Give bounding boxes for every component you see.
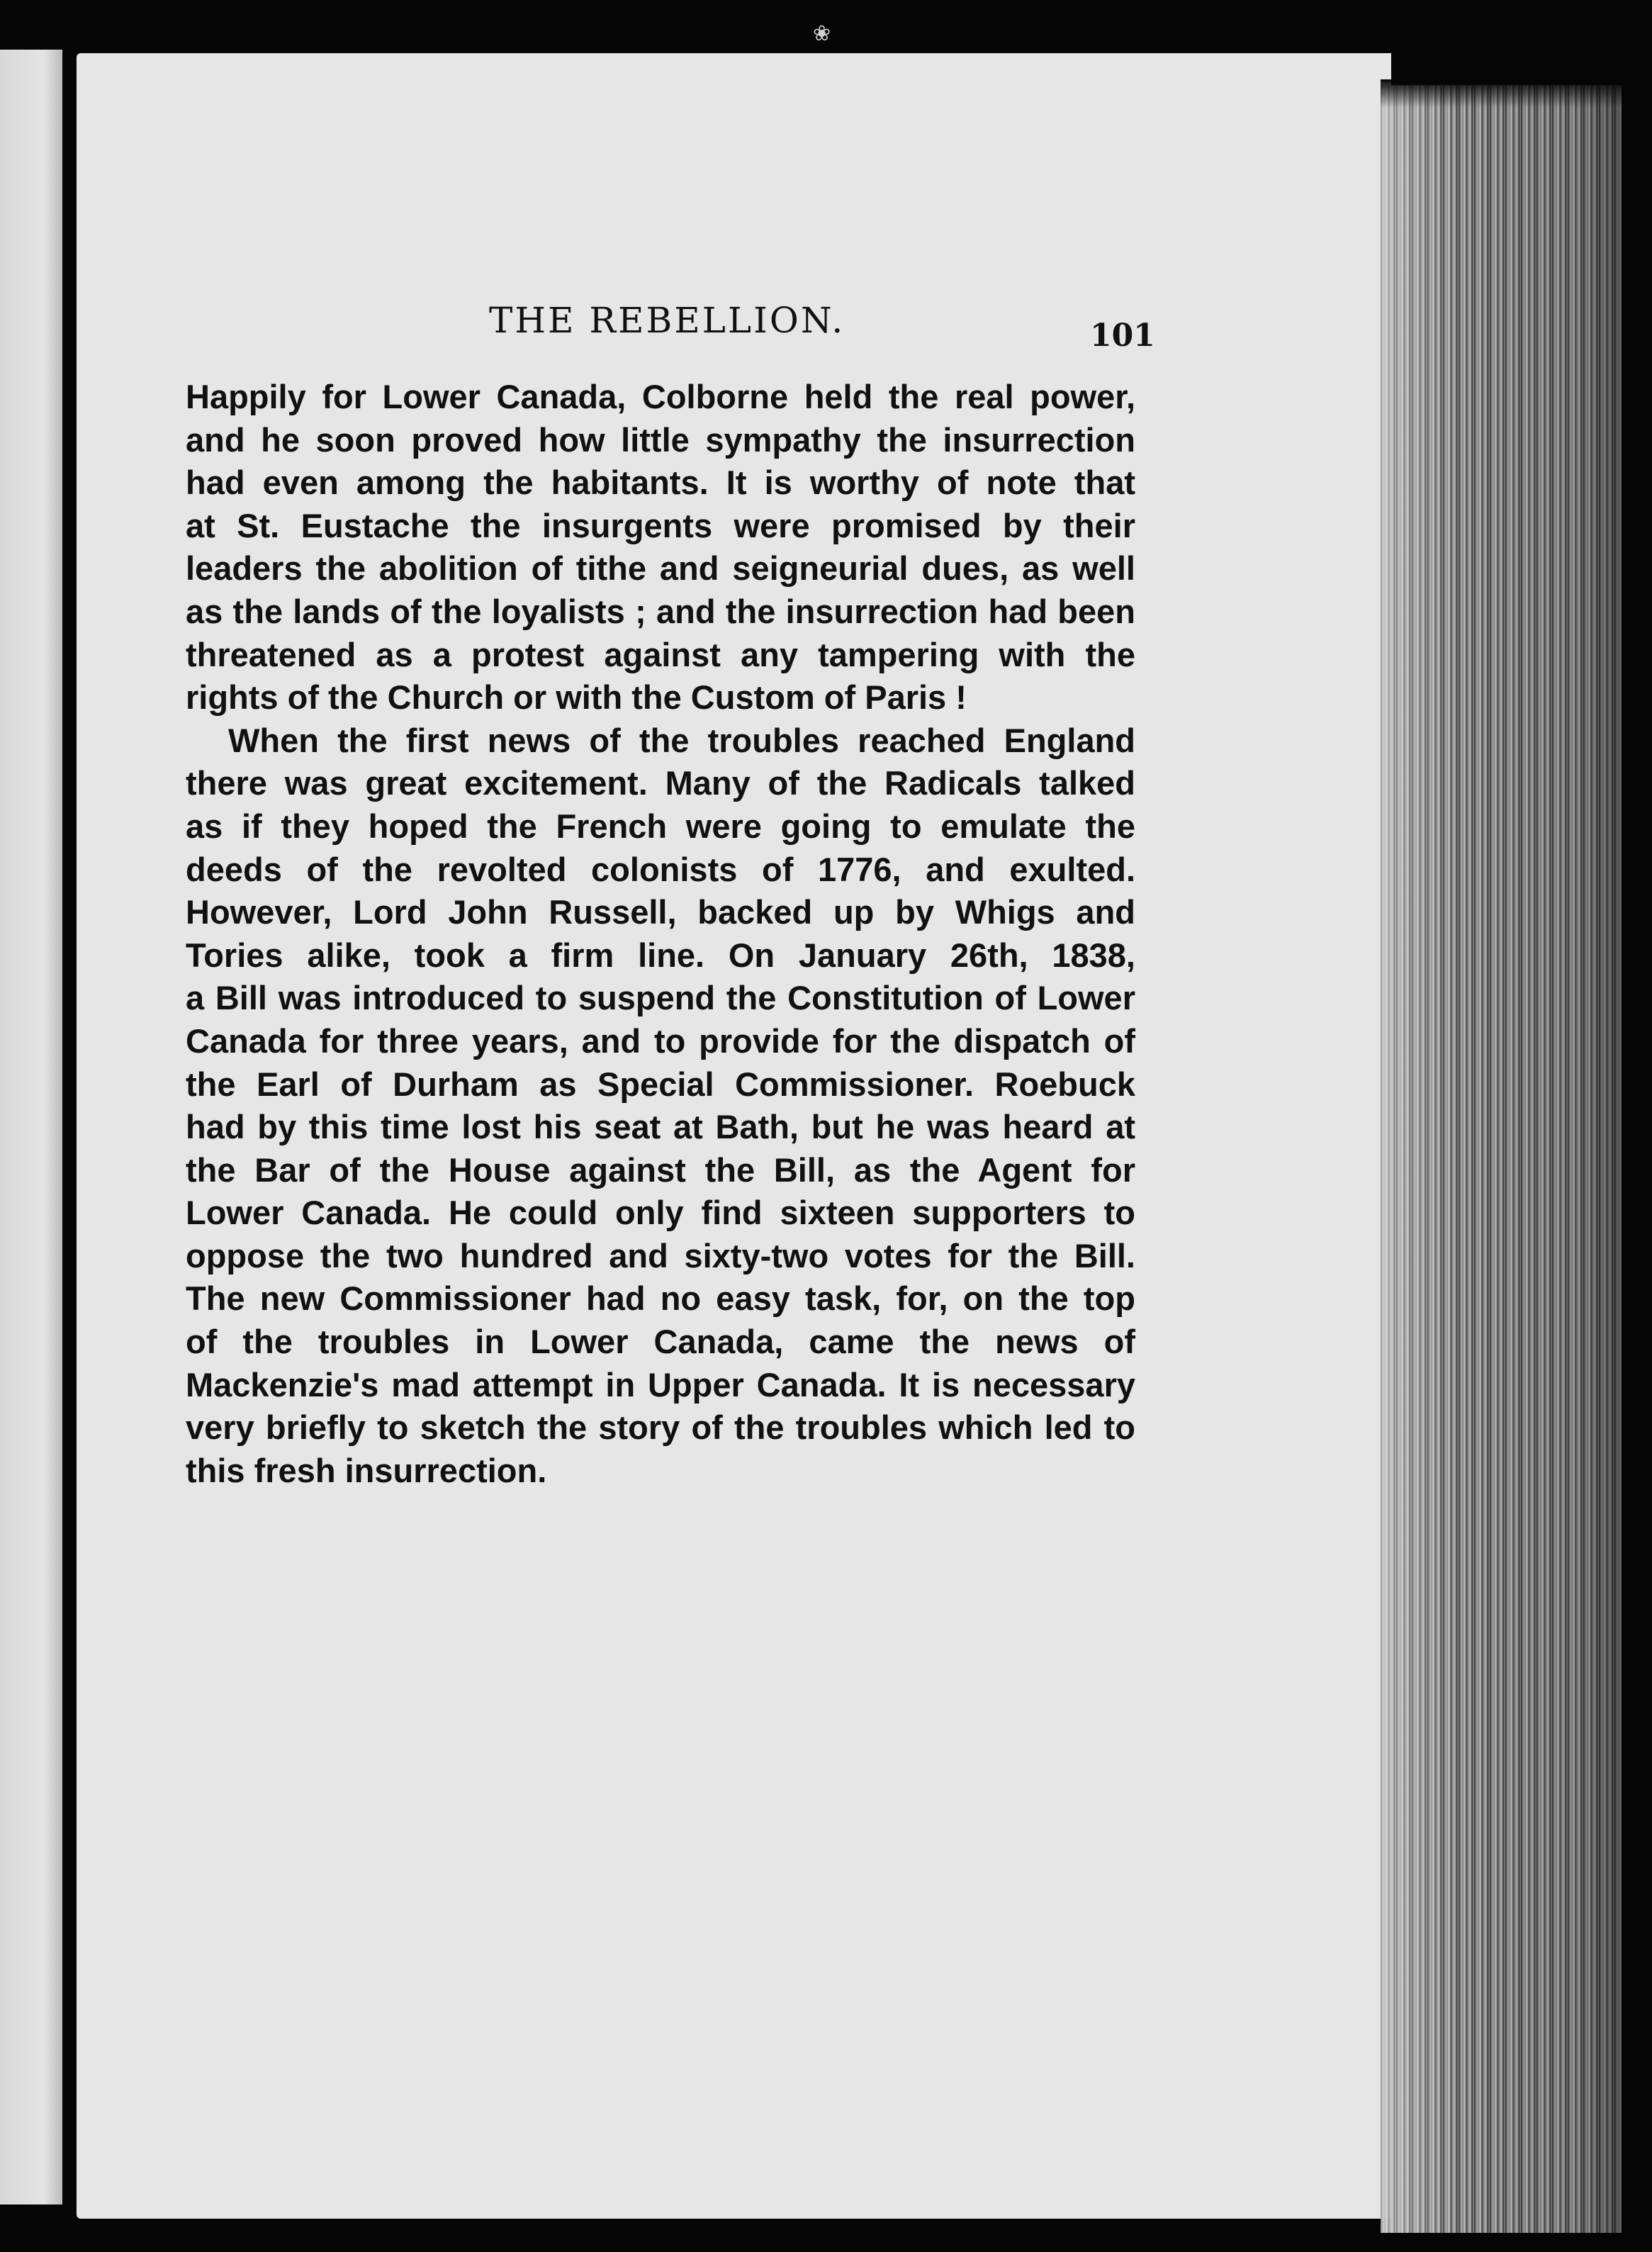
text-line: of the troubles in Lower Canada, came the news of — [186, 1323, 1135, 1361]
text-line: had even among the habitants. It is worthy of note that — [186, 464, 1135, 502]
text-line: Mackenzie's mad attempt in Upper Canada. It is necessary — [186, 1365, 1135, 1404]
text-line: as if they hoped the French were going to emulate the — [186, 807, 1135, 845]
book-gutter — [62, 43, 77, 2226]
running-head: THE REBELLION. — [489, 300, 845, 341]
text-line: Canada for three years, and to provide for the dispatch of — [186, 1021, 1135, 1060]
body-text — [186, 376, 1135, 1492]
text-line: Tories alike, took a firm line. On January 26th, 1838, — [186, 936, 1135, 974]
text-line: very briefly to sketch the story of the troubles which led to — [186, 1408, 1135, 1447]
text-line: there was great excitement. Many of the Radicals talked — [186, 764, 1135, 802]
text-line: deeds of the revolted colonists of 1776, and exulted. — [186, 850, 1135, 888]
text-line: Lower Canada. He could only find sixteen supporters to — [186, 1194, 1135, 1232]
paragraph — [186, 376, 1135, 719]
text-line: threatened as a protest against any tampering with the — [186, 635, 1135, 673]
text-line: Happily for Lower Canada, Colborne held the real power, — [186, 378, 1135, 415]
text-line: the Earl of Durham as Special Commissioner. Roebuck — [186, 1065, 1135, 1103]
text-line: the Bar of the House against the Bill, as the Agent for — [186, 1150, 1135, 1189]
page-edges-top — [1381, 79, 1622, 108]
text-line: this fresh insurrection. — [186, 1451, 547, 1489]
text-line: leaders the abolition of tithe and seigneurial dues, as well — [186, 549, 1135, 588]
text-line: The new Commissioner had no easy task, for, on the top — [186, 1279, 1135, 1318]
text-line: and he soon proved how little sympathy the insurrection — [186, 420, 1135, 459]
text-line: as the lands of the loyalists ; and the insurrection had been — [186, 592, 1135, 630]
text-line: However, Lord John Russell, backed up by Whigs and — [186, 893, 1135, 931]
paragraph — [186, 719, 1135, 1493]
page-number: 101 — [1090, 318, 1155, 354]
page-edges-shade — [1381, 85, 1622, 2233]
text-line: When the first news of the troubles reached England — [228, 721, 1135, 759]
text-line: a Bill was introduced to suspend the Constitution of Lower — [186, 979, 1135, 1017]
ornament-mark: ❀ — [813, 21, 831, 46]
facing-page-edge — [0, 50, 62, 2205]
text-line: oppose the two hundred and sixty-two votes for the Bill. — [186, 1236, 1135, 1275]
text-line: rights of the Church or with the Custom of Paris ! — [186, 678, 967, 717]
text-line: had by this time lost his seat at Bath, but he was heard at — [186, 1108, 1135, 1146]
text-line: at St. Eustache the insurgents were promised by their — [186, 506, 1135, 544]
